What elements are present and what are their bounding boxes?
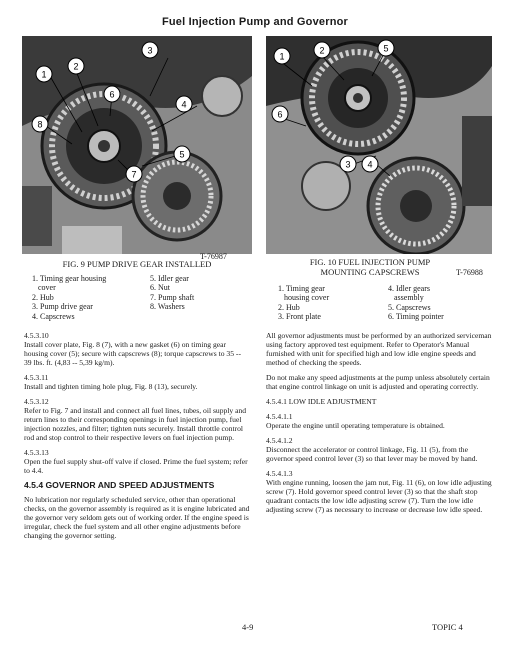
paragraph-text: With engine running, loosen the jam nut, Fig. 11 (6), on low idle adjusting screw (7). Hold governor speed control lever (3) so that the shaft stop quadrant contacts the low idle adjusting screw (7). Turn the low idle adjusting screw (7) as necessary to increase or decrease low idle speed. <box>266 478 492 514</box>
paragraph <box>266 436 494 463</box>
paragraph <box>24 495 250 540</box>
legend-row <box>32 283 194 292</box>
paragraph-number: 4.5.4.1.1 <box>266 412 293 421</box>
legend-item: 3. Front plate <box>278 312 321 322</box>
paragraph <box>24 331 250 367</box>
legend-item: 2. Hub <box>278 302 300 312</box>
paragraph-text: Refer to Fig. 7 and install and connect all fuel lines, tubes, oil supply and return lines to their corresponding openings in fuel injection pump, fuel injection nozzles, and filter; tighten nuts securely. Install throttle control rod and stop control to their respective levers on fuel injection pump. <box>24 406 247 442</box>
figure-10-legend <box>278 284 444 322</box>
section-heading: 4.5.4 GOVERNOR AND SPEED ADJUSTMENTS <box>24 480 215 490</box>
legend-row <box>278 293 444 302</box>
paragraph-text: Do not make any speed adjustments at the pump unless absolutely certain that engine control linkage on unit is adjusted and operating correctly. <box>266 373 490 391</box>
legend-item: 4. Idler gears <box>388 284 430 293</box>
subsection-heading: 4.5.4.1 LOW IDLE ADJUSTMENT <box>266 397 377 406</box>
legend-row <box>278 284 444 293</box>
figure-9-callout <box>176 96 192 112</box>
paragraph-text: Install cover plate, Fig. 8 (7), with a new gasket (6) on timing gear housing cover (5); secure with capscrews (8); torque capscrews to 35 -- 39 lbs. ft. (4,83 -- 5,39 kg/m). <box>24 340 241 367</box>
figure-10-callout-label: 3 <box>345 159 351 170</box>
page-number: 4-9 <box>242 622 254 632</box>
legend-item: 4. Capscrews <box>32 311 75 321</box>
paragraph-text: Disconnect the accelerator or control linkage, Fig. 11 (5), from the governor speed control lever (3) so that lever may be moved by hand. <box>266 445 478 463</box>
page-title: Fuel Injection Pump and Governor <box>161 16 349 28</box>
legend-row <box>278 303 444 312</box>
figure-9-callout <box>32 116 48 132</box>
paragraph <box>24 397 250 442</box>
figure-10-caption-line1: FIG. 10 FUEL INJECTION PUMP <box>309 257 431 267</box>
figure-9-callout <box>36 66 52 82</box>
figure-9-photo <box>22 36 252 254</box>
figure-10-callout-label: 4 <box>367 159 373 170</box>
figure-10-photo <box>266 36 492 254</box>
figure-10-callout <box>274 48 290 64</box>
figure-9-callout-label: 3 <box>147 45 153 56</box>
right-text-column <box>266 331 494 520</box>
paragraph-text: All governor adjustments must be performed by an authorized serviceman using factory approved test equipment. Refer to Operator's Manual furnished with unit for specified high and low idle engine speeds and method of checking the speeds. <box>266 331 492 367</box>
paragraph-number: 4.5.4.1.2 <box>266 436 293 445</box>
figure-9-callout-label: 7 <box>131 169 137 180</box>
legend-item: 1. Timing gear housing <box>32 274 107 283</box>
figure-10-caption-line2: MOUNTING CAPSCREWS <box>320 267 420 277</box>
paragraph <box>266 331 494 367</box>
figure-9-callout <box>174 146 190 162</box>
figure-9-callout-label: 1 <box>41 69 47 80</box>
figure-9-caption: FIG. 9 PUMP DRIVE GEAR INSTALLED <box>62 259 212 269</box>
paragraph-number: 4.5.4.1.3 <box>266 469 293 478</box>
figure-10-callout <box>272 106 288 122</box>
paragraph <box>266 412 494 430</box>
legend-item: 7. Pump shaft <box>150 292 195 302</box>
legend-item: 3. Pump drive gear <box>32 302 93 312</box>
legend-row <box>278 312 444 321</box>
legend-item: 1. Timing gear <box>278 284 325 293</box>
paragraph-number: 4.5.3.11 <box>24 373 49 382</box>
figure-10-code: T-76988 <box>456 268 483 277</box>
figure-9-callout <box>142 42 158 58</box>
figure-9-callout <box>126 166 142 182</box>
legend-row <box>32 293 194 302</box>
paragraph-text: Operate the engine until operating temperature is obtained. <box>266 421 445 430</box>
figure-10-callout <box>362 156 378 172</box>
paragraph <box>266 373 494 391</box>
paragraph-text: Install and tighten timing hole plug, Fig. 8 (13), securely. <box>24 382 198 391</box>
legend-item: 5. Idler gear <box>150 274 189 283</box>
legend-item: housing cover <box>278 293 330 303</box>
legend-row <box>32 302 194 311</box>
figure-9-callout-label: 4 <box>181 99 187 110</box>
figure-10-callout-label: 5 <box>383 43 389 54</box>
figure-9-callout <box>68 58 84 74</box>
legend-item: 8. Washers <box>150 302 185 312</box>
figure-10-callout <box>340 156 356 172</box>
legend-item: cover <box>32 283 56 293</box>
figure-10-caption <box>270 257 470 277</box>
paragraph-text: Open the fuel supply shut-off valve if closed. Prime the fuel system; refer to 4.4. <box>24 457 248 475</box>
figure-10-callout <box>314 42 330 58</box>
figure-10-callout-label: 6 <box>277 109 283 120</box>
paragraph <box>266 469 494 514</box>
figure-9-callout-label: 6 <box>109 89 115 100</box>
figure-9-callout-label: 5 <box>179 149 185 160</box>
legend-row <box>32 312 194 321</box>
legend-row <box>32 274 194 283</box>
left-text-column <box>24 331 250 546</box>
paragraph-number: 4.5.3.12 <box>24 397 49 406</box>
legend-item: 6. Timing pointer <box>388 312 444 322</box>
figure-9-callout-label: 8 <box>37 119 43 130</box>
legend-item: 5. Capscrews <box>388 302 431 312</box>
paragraph <box>24 448 250 475</box>
legend-item: assembly <box>388 293 424 303</box>
figure-10-callout-label: 2 <box>319 45 325 56</box>
figure-10-callout <box>378 40 394 56</box>
topic-label: TOPIC 4 <box>432 622 463 632</box>
figure-9-callout-label: 2 <box>73 61 79 72</box>
figure-9-legend <box>32 274 194 321</box>
paragraph-number: 4.5.3.10 <box>24 331 49 340</box>
legend-item: 6. Nut <box>150 283 170 293</box>
legend-item: 2. Hub <box>32 292 54 302</box>
figure-9-code: T-76987 <box>200 252 227 261</box>
figure-9-callout <box>104 86 120 102</box>
paragraph <box>24 373 250 391</box>
paragraph-number: 4.5.3.13 <box>24 448 49 457</box>
figure-10-callout-label: 1 <box>279 51 285 62</box>
paragraph-text: No lubrication nor regularly scheduled service, other than operational checks, on the governor assembly is required as it is engine lubricated and the governor very seldom gets out of working order. If the engine speed is irregular, check the fuel system and all other engine adjustments before changing the governor setting. <box>24 495 250 540</box>
